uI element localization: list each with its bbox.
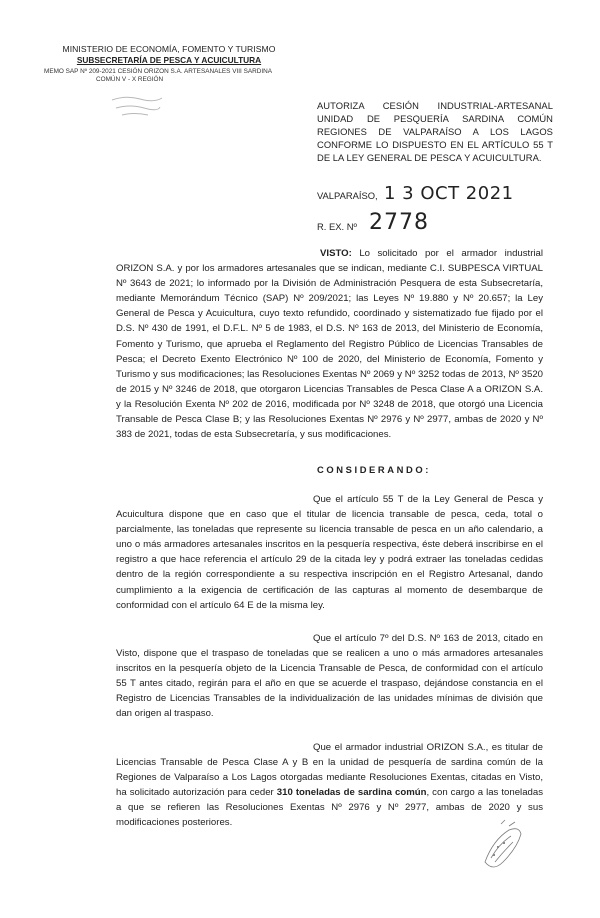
- official-seal-icon: [479, 818, 525, 876]
- visto-text: Lo solicitado por el armador industrial ORIZON S.A. y por los armadores artesanales que se indican, mediante C.I. SUBPESCA VIRTUAL Nº 3643 de 2021; lo informado por la División de Administración Pesquera de esta Subsecretaría, mediante Memorándum Técnico (SAP) Nº 209/2021; las Leyes Nº 19.880 y Nº 20.657; la Ley General de Pesca y Acuicultura, cuyo texto refundido, coordinado y sistematizado fue fijado por el D.S. Nº 430 de 1991, el D.F.L. Nº 5 de 1983, el D.S. Nº 163 de 2013, del Ministerio de Economía, Fomento y Turismo, que aprueba el Reglamento del Registro Público de Licencias Transables de Pesca; el Decreto Exento Electrónico Nº 100 de 2020, del Ministerio de Economía, Fomento y Turismo y sus modificaciones; las Resoluciones Exentas Nº 2069 y Nº 3252 todas de 2013, Nº 3520 de 2015 y Nº 3246 de 2018, que otorgaron Licencias Transables de Pesca Clase A a ORIZON S.A. y la Resolución Exenta Nº 202 de 2016, modificada por Nº 3248 de 2018, que otorgó una Licencia Transable de Pesca Clase B; y las Resoluciones Exentas Nº 2976 y Nº 2977, ambas de 2020 y Nº 383 de 2021, todas de esta Subsecretaría, y sus modificaciones.: [116, 248, 543, 441]
- date-stamp: 1 3 OCT 2021: [384, 183, 514, 204]
- region-reference: COMÚN V - X REGIÓN: [96, 76, 164, 83]
- memo-reference: MEMO SAP Nº 209-2021 CESIÓN ORIZON S.A. ARTESANALES VIII SARDINA: [44, 68, 272, 75]
- considerando-heading: CONSIDERANDO:: [317, 464, 432, 475]
- paragraph-3-tonnage: 310 toneladas de sardina común: [276, 787, 427, 799]
- letterhead: [44, 44, 310, 83]
- considerando-paragraph-1: [116, 492, 543, 613]
- considerando-paragraph-3: [116, 740, 543, 831]
- faded-stamp-icon: [108, 92, 166, 120]
- considerando-paragraph-2: [116, 631, 543, 722]
- subsecretaria-name: SUBSECRETARÍA DE PESCA Y ACUICULTURA: [76, 55, 262, 65]
- paragraph-1-text: Que el artículo 55 T de la Ley General de Pesca y Acuicultura dispone que en caso que el titular de licencia transable de pesca, ceda, total o parcialmente, las toneladas que represente su licencia transable de pesca en un año calendario, a uno o más armadores artesanales inscritos en la pesquería respectiva, éste deberá inscribirse en el registro a que hace referencia el artículo 29 de la citada ley y podrá extraer las toneladas cedidas dentro de la región correspondiente a su respectiva inscripción en el Registro Artesanal, dando cumplimiento a la exigencia de certificación de las capturas al momento de desembarque de conformidad con el artículo 64 E de la misma ley.: [116, 494, 543, 611]
- visto-heading: VISTO:: [320, 248, 352, 259]
- paragraph-3-text-a: Que el armador industrial ORIZON S.A., es titular de Licencias Transable de Pesca Clase A y B en la unidad de pesquería de sardina común de la Regiones de Valparaíso a Los Lagos otorgadas mediante Resoluciones Exentas, citadas en Visto, ha solicitado autorización para ceder: [116, 742, 543, 799]
- ministry-name: MINISTERIO DE ECONOMÍA, FOMENTO Y TURISMO: [62, 44, 276, 54]
- resolution-title: AUTORIZA CESIÓN INDUSTRIAL-ARTESANAL UNIDAD DE PESQUERÍA SARDINA COMÚN REGIONES DE VALPARAÍSO A LOS LAGOS CONFORME LO DISPUESTO EN EL ARTÍCULO 55 T DE LA LEY GENERAL DE PESCA Y ACUICULTURA.: [317, 100, 553, 163]
- rex-label: R. EX. Nº: [317, 221, 357, 232]
- visto-paragraph: [116, 246, 543, 442]
- place-label: VALPARAÍSO,: [317, 190, 378, 201]
- resolution-number: 2778: [369, 210, 429, 235]
- paragraph-3-text-b: , con cargo a las toneladas a que se refieren las Resoluciones Exentas Nº 2976 y Nº 2977, ambas de 2020 y sus modificaciones posteriores.: [116, 787, 543, 829]
- paragraph-2-text: Que el artículo 7º del D.S. Nº 163 de 2013, citado en Visto, dispone que el traspaso de toneladas que se realicen a uno o más armadores artesanales inscritos en la pesquería objeto de la Licencia Transable de Pesca, de conformidad con el artículo 55 T antes citado, regirán para el año en que se acuerde el traspaso, dejándose constancia en el Registro de Licencias Transables de la individualización de las unidades mínimas de división que dan origen al traspaso.: [116, 633, 543, 720]
